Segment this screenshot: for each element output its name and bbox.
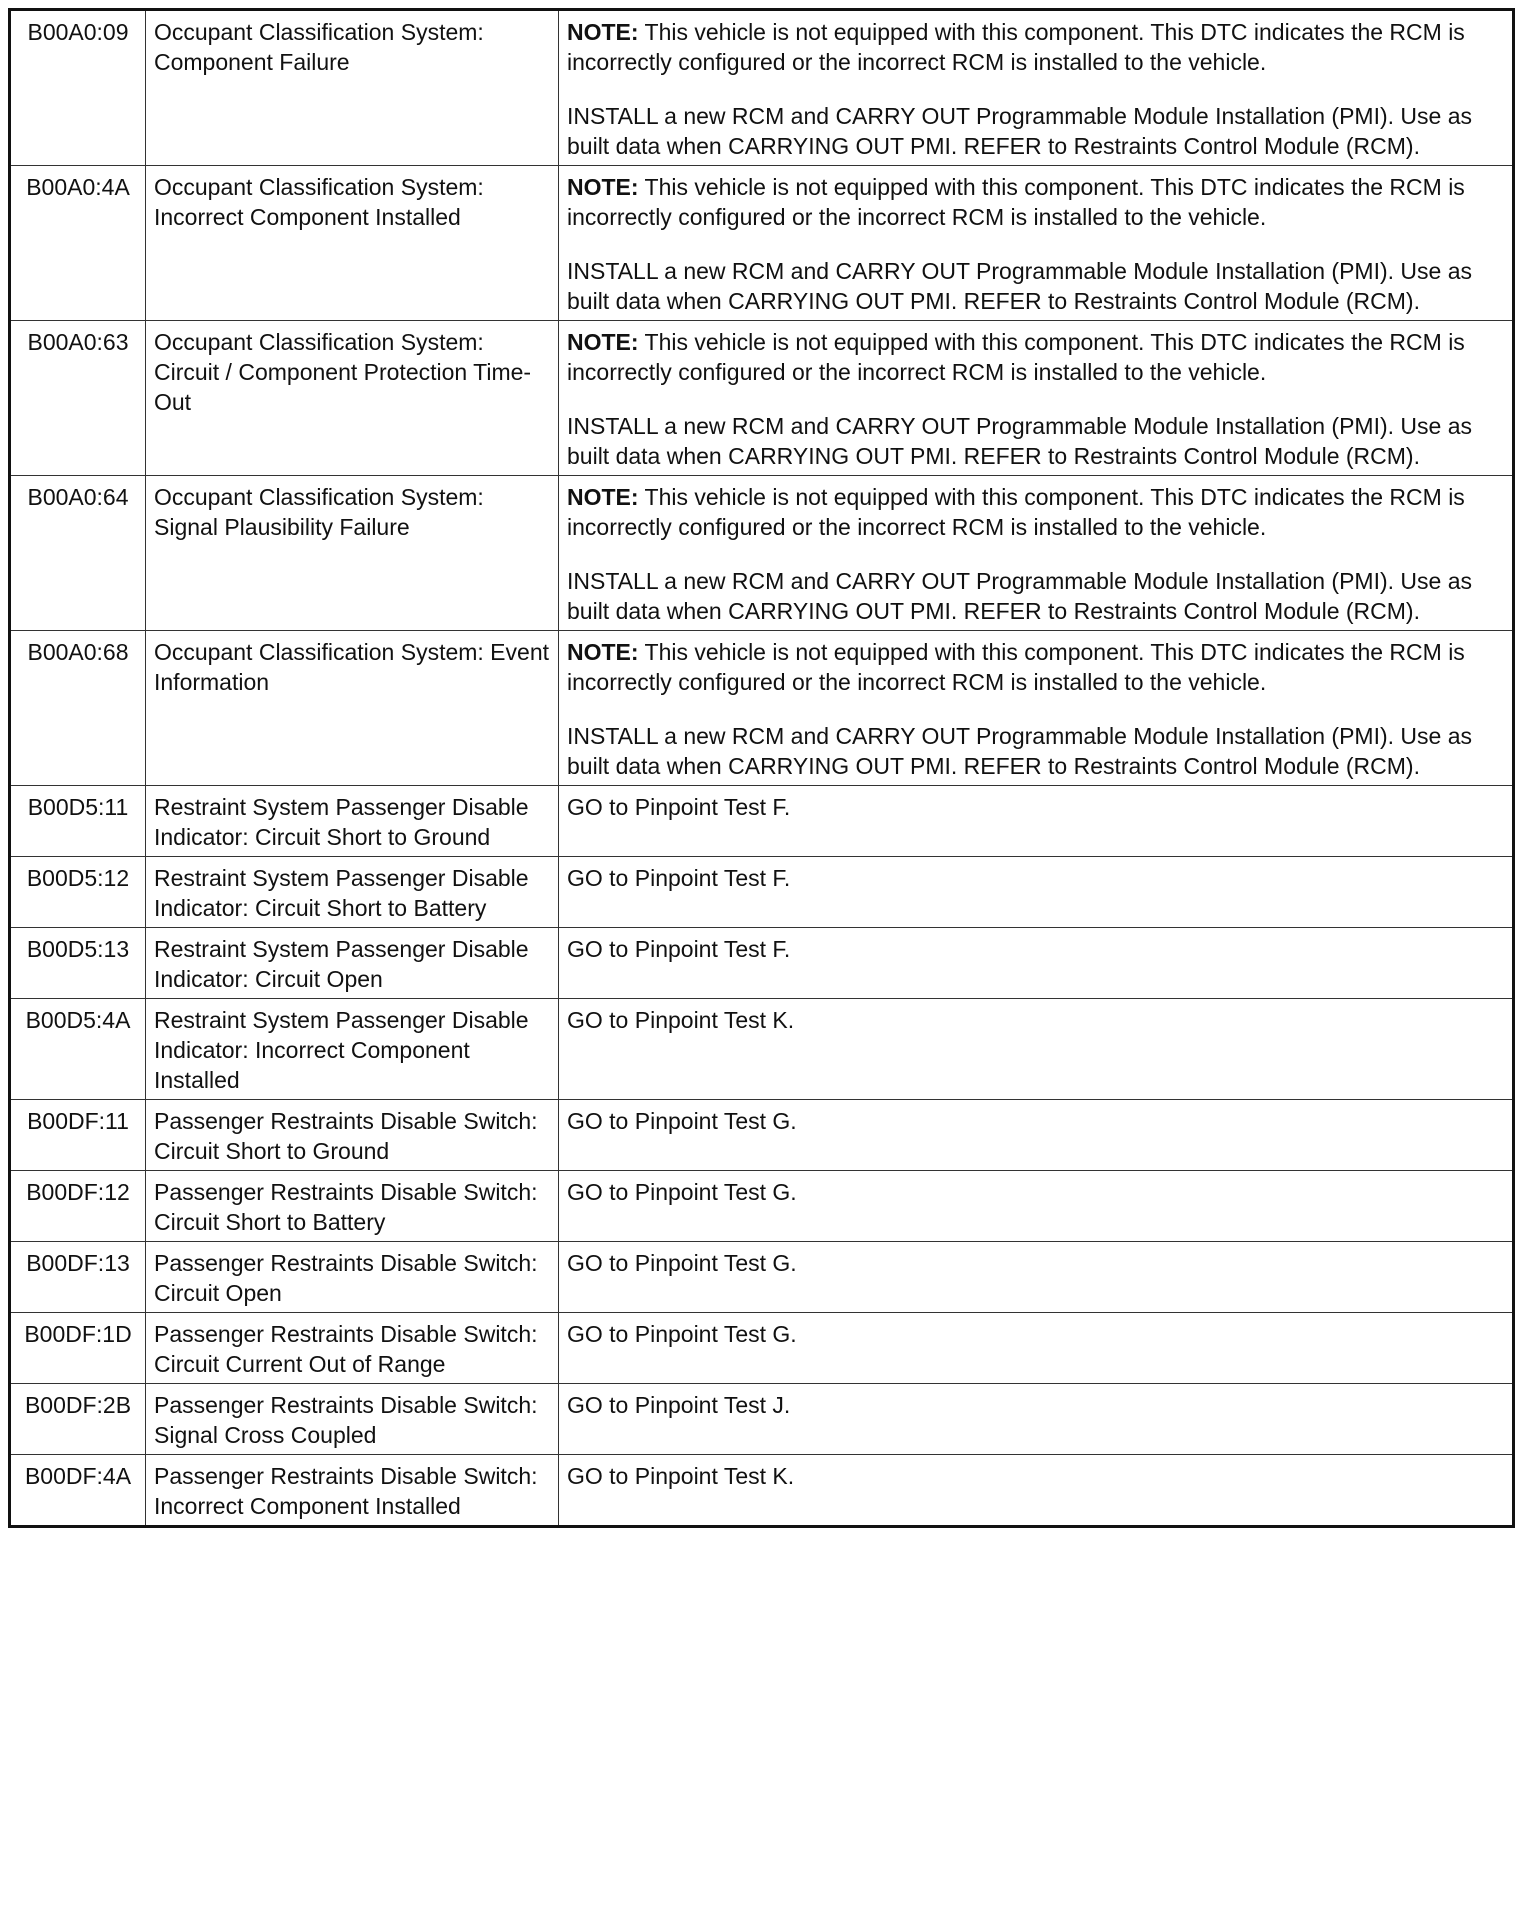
- dtc-code: B00D5:12: [10, 857, 146, 928]
- dtc-description: Restraint System Passenger Disable Indicator: Incorrect Component Installed: [146, 999, 559, 1100]
- table-row: [10, 1384, 1514, 1455]
- dtc-code: B00DF:12: [10, 1171, 146, 1242]
- note-text: This vehicle is not equipped with this component. This DTC indicates the RCM is incorrectly configured or the incorrect RCM is installed to the vehicle.: [567, 329, 1465, 385]
- dtc-action-cell: [559, 476, 1514, 631]
- dtc-code: B00DF:2B: [10, 1384, 146, 1455]
- dtc-action: GO to Pinpoint Test K.: [559, 1455, 1514, 1527]
- table-row: [10, 1171, 1514, 1242]
- table-row: [10, 1313, 1514, 1384]
- dtc-description: Passenger Restraints Disable Switch: Circuit Short to Battery: [146, 1171, 559, 1242]
- dtc-table: [8, 8, 1515, 1528]
- dtc-code: B00A0:68: [10, 631, 146, 786]
- table-row: [10, 999, 1514, 1100]
- table-row: [10, 631, 1514, 786]
- dtc-action: GO to Pinpoint Test K.: [559, 999, 1514, 1100]
- note-paragraph: [567, 637, 1504, 697]
- dtc-code: B00D5:11: [10, 786, 146, 857]
- dtc-code: B00DF:1D: [10, 1313, 146, 1384]
- dtc-action-cell: [559, 321, 1514, 476]
- table-row: [10, 928, 1514, 999]
- dtc-description: Occupant Classification System: Incorrect Component Installed: [146, 166, 559, 321]
- table-row: [10, 166, 1514, 321]
- dtc-description: Restraint System Passenger Disable Indicator: Circuit Short to Ground: [146, 786, 559, 857]
- dtc-action: GO to Pinpoint Test G.: [559, 1313, 1514, 1384]
- note-label: NOTE:: [567, 484, 639, 510]
- dtc-code: B00A0:4A: [10, 166, 146, 321]
- note-text: This vehicle is not equipped with this component. This DTC indicates the RCM is incorrectly configured or the incorrect RCM is installed to the vehicle.: [567, 484, 1465, 540]
- dtc-code: B00DF:4A: [10, 1455, 146, 1527]
- dtc-action: GO to Pinpoint Test G.: [559, 1171, 1514, 1242]
- action-text: INSTALL a new RCM and CARRY OUT Programmable Module Installation (PMI). Use as built data when CARRYING OUT PMI. REFER to Restraints Control Module (RCM).: [567, 413, 1473, 469]
- dtc-description: Passenger Restraints Disable Switch: Circuit Open: [146, 1242, 559, 1313]
- dtc-description: Occupant Classification System: Signal Plausibility Failure: [146, 476, 559, 631]
- table-row: [10, 10, 1514, 166]
- dtc-action: GO to Pinpoint Test F.: [559, 786, 1514, 857]
- dtc-description: Passenger Restraints Disable Switch: Signal Cross Coupled: [146, 1384, 559, 1455]
- dtc-code: B00D5:4A: [10, 999, 146, 1100]
- dtc-action: GO to Pinpoint Test F.: [559, 857, 1514, 928]
- dtc-code: B00D5:13: [10, 928, 146, 999]
- dtc-description: Passenger Restraints Disable Switch: Circuit Short to Ground: [146, 1100, 559, 1171]
- dtc-code: B00DF:13: [10, 1242, 146, 1313]
- dtc-description: Passenger Restraints Disable Switch: Incorrect Component Installed: [146, 1455, 559, 1527]
- action-text: INSTALL a new RCM and CARRY OUT Programmable Module Installation (PMI). Use as built data when CARRYING OUT PMI. REFER to Restraints Control Module (RCM).: [567, 258, 1473, 314]
- table-row: [10, 1455, 1514, 1527]
- dtc-action: GO to Pinpoint Test G.: [559, 1242, 1514, 1313]
- dtc-action-cell: [559, 166, 1514, 321]
- action-text: INSTALL a new RCM and CARRY OUT Programmable Module Installation (PMI). Use as built data when CARRYING OUT PMI. REFER to Restraints Control Module (RCM).: [567, 723, 1473, 779]
- note-text: This vehicle is not equipped with this component. This DTC indicates the RCM is incorrectly configured or the incorrect RCM is installed to the vehicle.: [567, 174, 1465, 230]
- dtc-action: GO to Pinpoint Test J.: [559, 1384, 1514, 1455]
- dtc-description: Passenger Restraints Disable Switch: Circuit Current Out of Range: [146, 1313, 559, 1384]
- note-label: NOTE:: [567, 174, 639, 200]
- dtc-description: Occupant Classification System: Event Information: [146, 631, 559, 786]
- note-text: This vehicle is not equipped with this component. This DTC indicates the RCM is incorrectly configured or the incorrect RCM is installed to the vehicle.: [567, 19, 1465, 75]
- note-label: NOTE:: [567, 639, 639, 665]
- action-text: INSTALL a new RCM and CARRY OUT Programmable Module Installation (PMI). Use as built data when CARRYING OUT PMI. REFER to Restraints Control Module (RCM).: [567, 568, 1473, 624]
- table-row: [10, 1242, 1514, 1313]
- dtc-action: GO to Pinpoint Test G.: [559, 1100, 1514, 1171]
- note-paragraph: [567, 482, 1504, 542]
- dtc-description: Restraint System Passenger Disable Indicator: Circuit Open: [146, 928, 559, 999]
- dtc-table-body: [10, 10, 1514, 1527]
- note-label: NOTE:: [567, 329, 639, 355]
- note-paragraph: [567, 172, 1504, 232]
- note-paragraph: [567, 17, 1504, 77]
- dtc-code: B00A0:64: [10, 476, 146, 631]
- table-row: [10, 321, 1514, 476]
- dtc-description: Occupant Classification System: Circuit / Component Protection Time-Out: [146, 321, 559, 476]
- dtc-code: B00A0:63: [10, 321, 146, 476]
- note-text: This vehicle is not equipped with this component. This DTC indicates the RCM is incorrectly configured or the incorrect RCM is installed to the vehicle.: [567, 639, 1465, 695]
- table-row: [10, 857, 1514, 928]
- dtc-action-cell: [559, 631, 1514, 786]
- action-text: INSTALL a new RCM and CARRY OUT Programmable Module Installation (PMI). Use as built data when CARRYING OUT PMI. REFER to Restraints Control Module (RCM).: [567, 103, 1473, 159]
- table-row: [10, 786, 1514, 857]
- note-paragraph: [567, 327, 1504, 387]
- dtc-action-cell: [559, 10, 1514, 166]
- table-row: [10, 476, 1514, 631]
- table-row: [10, 1100, 1514, 1171]
- dtc-code: B00DF:11: [10, 1100, 146, 1171]
- dtc-action: GO to Pinpoint Test F.: [559, 928, 1514, 999]
- dtc-description: Occupant Classification System: Component Failure: [146, 10, 559, 166]
- note-label: NOTE:: [567, 19, 639, 45]
- dtc-description: Restraint System Passenger Disable Indicator: Circuit Short to Battery: [146, 857, 559, 928]
- dtc-code: B00A0:09: [10, 10, 146, 166]
